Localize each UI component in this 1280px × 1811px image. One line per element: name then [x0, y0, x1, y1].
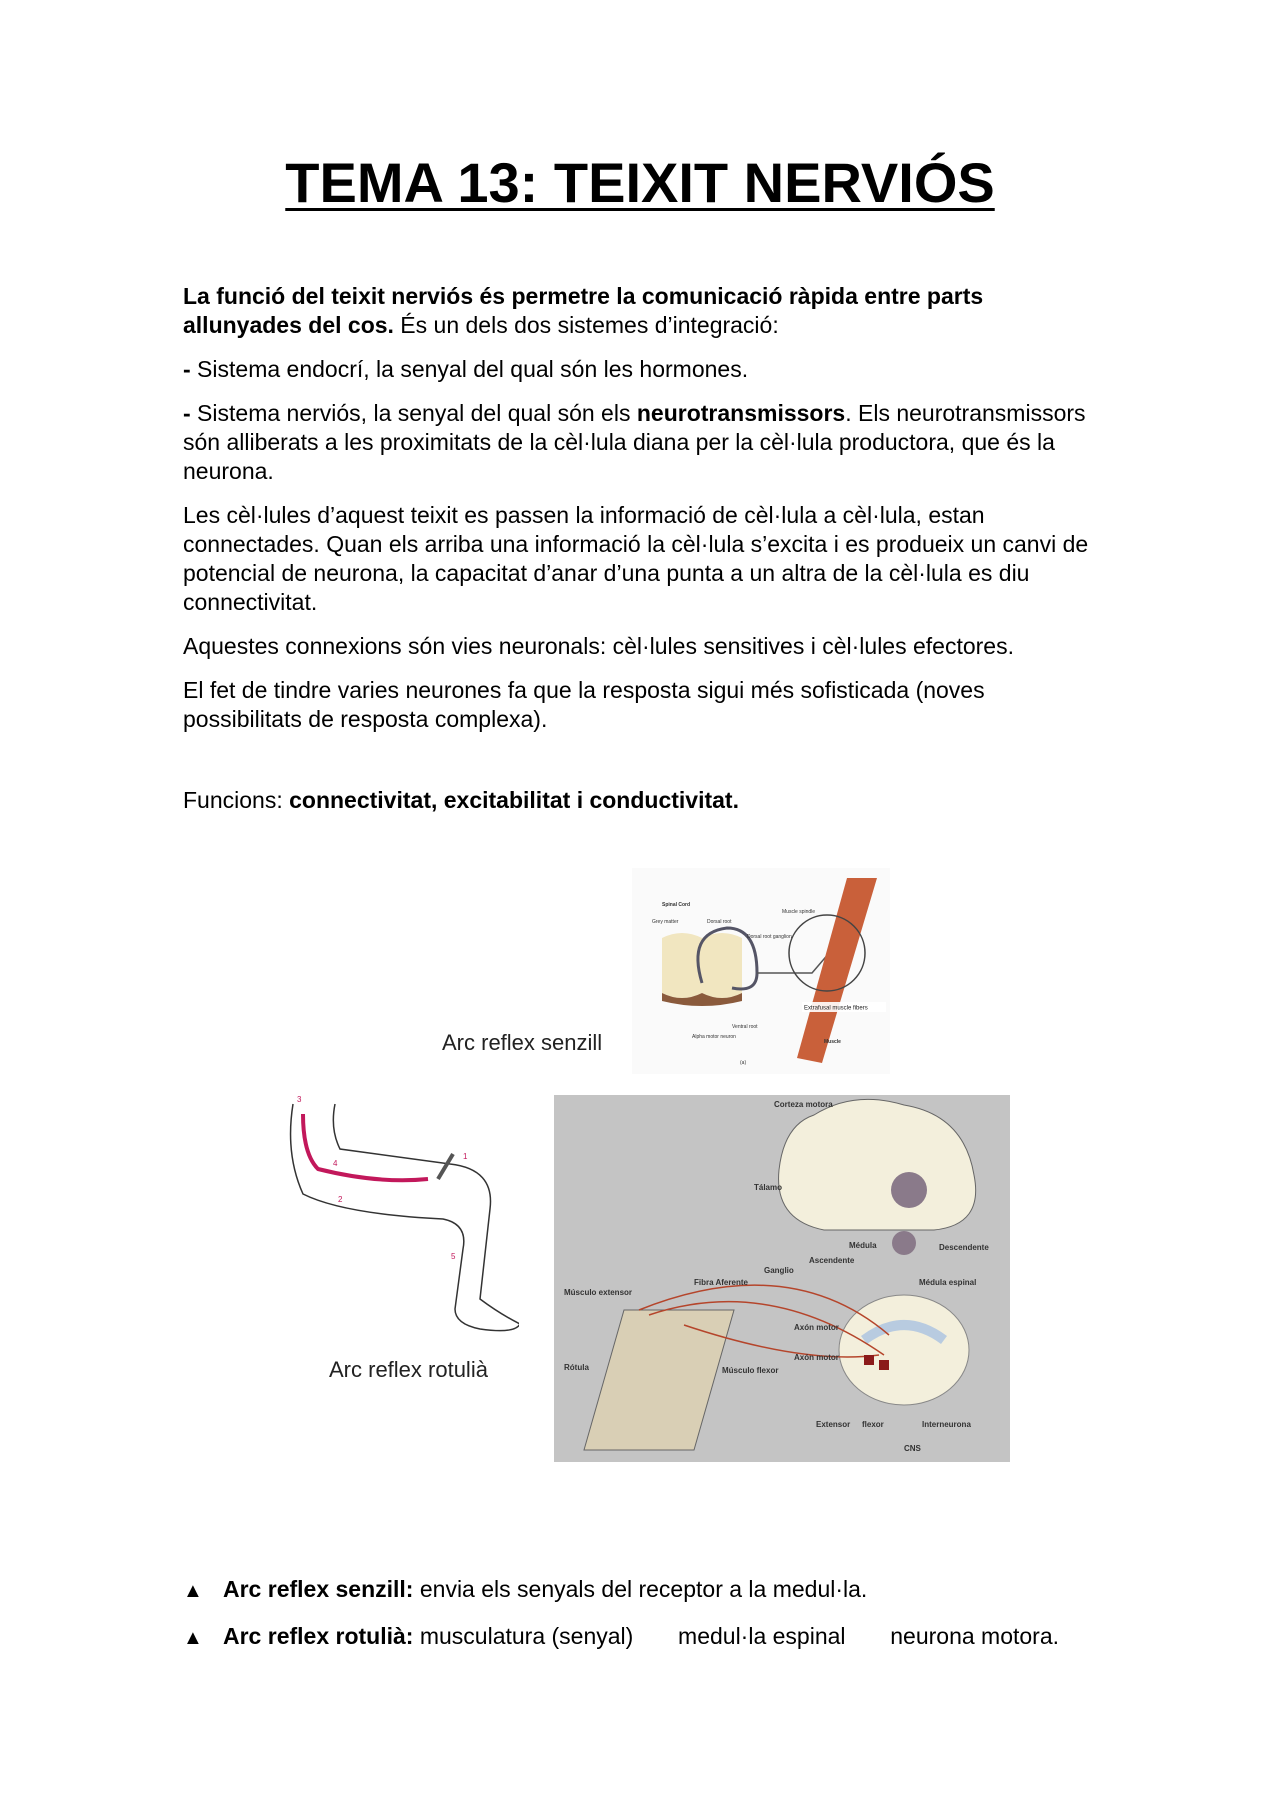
- dash: -: [183, 356, 191, 382]
- number-2: 2: [338, 1195, 343, 1204]
- connections-paragraph: Aquestes connexions són vies neuronals: cèl·lules sensitives i cèl·lules efectores.: [183, 633, 1014, 659]
- label-a: (a): [740, 1060, 747, 1066]
- label-grey-matter: Grey matter: [652, 919, 679, 925]
- label-talamo: Tálamo: [754, 1183, 783, 1192]
- label-medula-espinal: Médula espinal: [919, 1278, 977, 1287]
- functions-label: Funcions:: [183, 787, 290, 813]
- neurons-paragraph: El fet de tindre varies neurones fa que la resposta sigui més sofisticada (noves possibilitats de resposta complexa).: [183, 677, 985, 732]
- label-extensor: Extensor: [816, 1420, 851, 1429]
- functions-paragraph: [183, 786, 1093, 815]
- label-spinal-cord: Spinal Cord: [662, 902, 691, 908]
- nervous-bold: neurotransmissors: [636, 400, 846, 426]
- page-title: TEMA 13: TEIXIT NERVIÓS: [285, 151, 995, 214]
- nervous-paragraph: [183, 399, 1093, 486]
- intro-paragraph: [183, 282, 1093, 340]
- label-alpha-motor: Alpha motor neuron: [692, 1034, 736, 1040]
- document-body: [183, 282, 1093, 830]
- intro-text: És un dels dos sistemes d’integració:: [393, 312, 779, 338]
- cns-reflex-diagram: [554, 1095, 1010, 1462]
- number-1: 1: [463, 1152, 468, 1161]
- endocrine-paragraph: [183, 355, 1093, 384]
- bullet-item: [183, 1622, 1059, 1653]
- intro-bold: La funció del teixit nerviós és permetre la comunicació ràpida entre parts allunyades del cos.: [183, 283, 984, 338]
- bullet-text: musculatura (senyal) medul·la espinal neurona motora.: [413, 1623, 1060, 1649]
- patellar-reflex-caption: Arc reflex rotulià: [329, 1357, 488, 1382]
- triangle-bullet-icon: ▲: [183, 1580, 203, 1602]
- label-axon-1: Axón motor: [794, 1323, 839, 1332]
- number-4: 4: [333, 1159, 338, 1168]
- label-rotula: Rótula: [564, 1363, 589, 1372]
- patellar-reflex-image: [283, 1094, 519, 1340]
- endocrine-text: Sistema endocrí, la senyal del qual són les hormones.: [190, 356, 749, 382]
- label-muscle-spindle: Muscle spindle: [782, 909, 816, 915]
- label-descendente: Descendente: [939, 1243, 989, 1252]
- nervous-text-2: . Els neurotransmissors són alliberats a les proximitats de la cèl·lula diana per la cèl·lula productora, que és la neurona.: [183, 400, 1086, 484]
- label-medula: Médula: [849, 1241, 877, 1250]
- label-cns: CNS: [904, 1444, 921, 1453]
- label-ventral-root: Ventral root: [732, 1024, 758, 1030]
- number-5: 5: [451, 1252, 456, 1261]
- label-interneurona: Interneurona: [922, 1420, 971, 1429]
- simple-reflex-arc-image: [632, 868, 890, 1074]
- functions-bold: connectivitat, excitabilitat i conductivitat.: [289, 787, 739, 813]
- bullet-item: [183, 1575, 1059, 1606]
- nervous-text: Sistema nerviós, la senyal del qual són els: [190, 400, 637, 426]
- label-musculo-extensor: Músculo extensor: [564, 1288, 633, 1297]
- label-flexor: flexor: [862, 1420, 884, 1429]
- label-ascendente: Ascendente: [809, 1256, 855, 1265]
- bullet-bold: Arc reflex rotulià:: [223, 1623, 414, 1649]
- label-muscle: Muscle: [824, 1039, 841, 1045]
- cells-paragraph: Les cèl·lules d’aquest teixit es passen la informació de cèl·lula a cèl·lula, estan connectades. Quan els arriba una informació la cèl·lula s’excita i es produeix un canvi de potencial de neurona, la capacitat d’anar d’una punta a un altra de la cèl·lula es diu connectivitat.: [183, 502, 1089, 615]
- simple-reflex-caption: Arc reflex senzill: [442, 1030, 603, 1055]
- bullet-list: [183, 1575, 1059, 1669]
- label-fibra: Fibra Aferente: [694, 1278, 748, 1287]
- dash: -: [183, 400, 191, 426]
- label-dorsal-root-ganglion: Dorsal root ganglion: [747, 934, 792, 940]
- bullet-text: envia els senyals del receptor a la medul·la.: [413, 1576, 868, 1602]
- label-dorsal-root: Dorsal root: [707, 919, 732, 925]
- triangle-bullet-icon: ▲: [183, 1627, 203, 1649]
- label-ganglio: Ganglio: [764, 1266, 794, 1275]
- label-musculo-flexor: Músculo flexor: [722, 1366, 779, 1375]
- label-corteza: Corteza motora: [774, 1100, 833, 1109]
- number-3: 3: [297, 1095, 302, 1104]
- label-axon-2: Axón motor: [794, 1353, 839, 1362]
- bullet-bold: Arc reflex senzill:: [223, 1576, 414, 1602]
- label-extrafusal: Extrafusal muscle fibers: [804, 1005, 868, 1012]
